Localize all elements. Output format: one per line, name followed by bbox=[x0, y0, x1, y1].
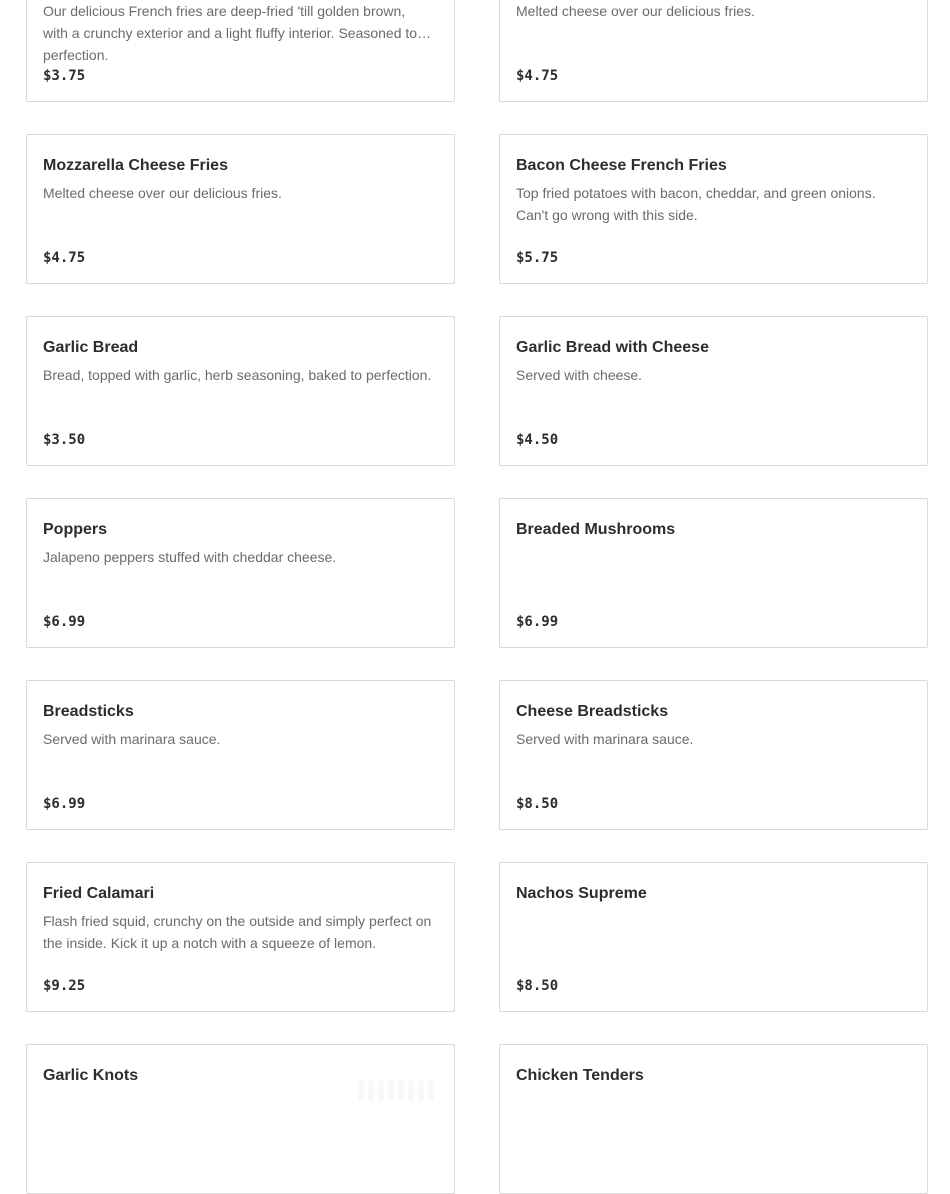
menu-item-price: $5.75 bbox=[516, 250, 559, 266]
menu-item-price: $9.25 bbox=[43, 978, 86, 994]
menu-item-description: Served with marinara sauce. bbox=[43, 731, 221, 747]
menu-item-image bbox=[358, 1081, 438, 1101]
menu-item-name: Mozzarella Cheese Fries bbox=[43, 157, 228, 174]
menu-item-price: $3.50 bbox=[43, 432, 86, 448]
menu-item-card[interactable] bbox=[499, 134, 928, 284]
menu-item-price: $6.99 bbox=[43, 796, 86, 812]
menu-item-name: Cheese Breadsticks bbox=[516, 703, 669, 720]
menu-item-name: Garlic Bread bbox=[43, 339, 139, 356]
menu-item-card[interactable] bbox=[26, 862, 455, 1012]
menu-item-card[interactable] bbox=[499, 316, 928, 466]
menu-item-name: Breaded Mushrooms bbox=[516, 521, 676, 538]
menu-item-name: Nachos Supreme bbox=[516, 885, 647, 902]
menu-item-name: Fried Calamari bbox=[43, 885, 155, 902]
menu-item-card[interactable] bbox=[26, 498, 455, 648]
menu-item-price: $8.50 bbox=[516, 796, 559, 812]
menu-item-description: Served with cheese. bbox=[516, 367, 643, 383]
menu-item-description: Top fried potatoes with bacon, cheddar, and green onions. Can't go wrong with this side. bbox=[516, 185, 876, 223]
menu-item-name: Breadsticks bbox=[43, 703, 134, 720]
menu-item-name: Poppers bbox=[43, 521, 108, 538]
menu-item-name: Garlic Bread with Cheese bbox=[516, 339, 709, 356]
menu-item-price: $6.99 bbox=[43, 614, 86, 630]
menu-item-price: $6.99 bbox=[516, 614, 559, 630]
menu-item-description: Jalapeno peppers stuffed with cheddar cheese. bbox=[43, 549, 337, 565]
menu-item-name: Garlic Knots bbox=[43, 1067, 139, 1084]
menu-item-grid bbox=[26, 0, 928, 1194]
menu-item-card[interactable] bbox=[26, 316, 455, 466]
menu-item-card[interactable] bbox=[499, 0, 928, 102]
menu-item-price: $4.75 bbox=[516, 68, 559, 84]
menu-item-price: $8.50 bbox=[516, 978, 559, 994]
menu-item-card[interactable] bbox=[26, 0, 455, 102]
menu-item-description: Melted cheese over our delicious fries. bbox=[43, 185, 282, 201]
menu-item-card[interactable] bbox=[26, 134, 455, 284]
menu-item-description: Flash fried squid, crunchy on the outside and simply perfect on the inside. Kick it up a notch with a squeeze of lemon. bbox=[43, 913, 432, 951]
menu-item-card[interactable] bbox=[499, 1044, 928, 1194]
menu-item-description: Served with marinara sauce. bbox=[516, 731, 694, 747]
menu-item-price: $4.75 bbox=[43, 250, 86, 266]
menu-item-description: Melted cheese over our delicious fries. bbox=[516, 3, 755, 19]
menu-item-card[interactable] bbox=[499, 498, 928, 648]
menu-item-price: $3.75 bbox=[43, 68, 86, 84]
menu-item-card[interactable] bbox=[26, 680, 455, 830]
menu-item-name: Bacon Cheese French Fries bbox=[516, 157, 727, 174]
menu-item-card[interactable] bbox=[26, 1044, 455, 1194]
menu-item-card[interactable] bbox=[499, 862, 928, 1012]
menu-item-price: $4.50 bbox=[516, 432, 559, 448]
menu-item-card[interactable] bbox=[499, 680, 928, 830]
menu-item-name: Chicken Tenders bbox=[516, 1067, 644, 1084]
menu-item-description: Bread, topped with garlic, herb seasoning, baked to perfection. bbox=[43, 367, 432, 383]
menu-item-description: Our delicious French fries are deep-fried 'till golden brown, with a crunchy exterior and a light fluffy interior. Seasoned to perfection. bbox=[43, 3, 418, 63]
